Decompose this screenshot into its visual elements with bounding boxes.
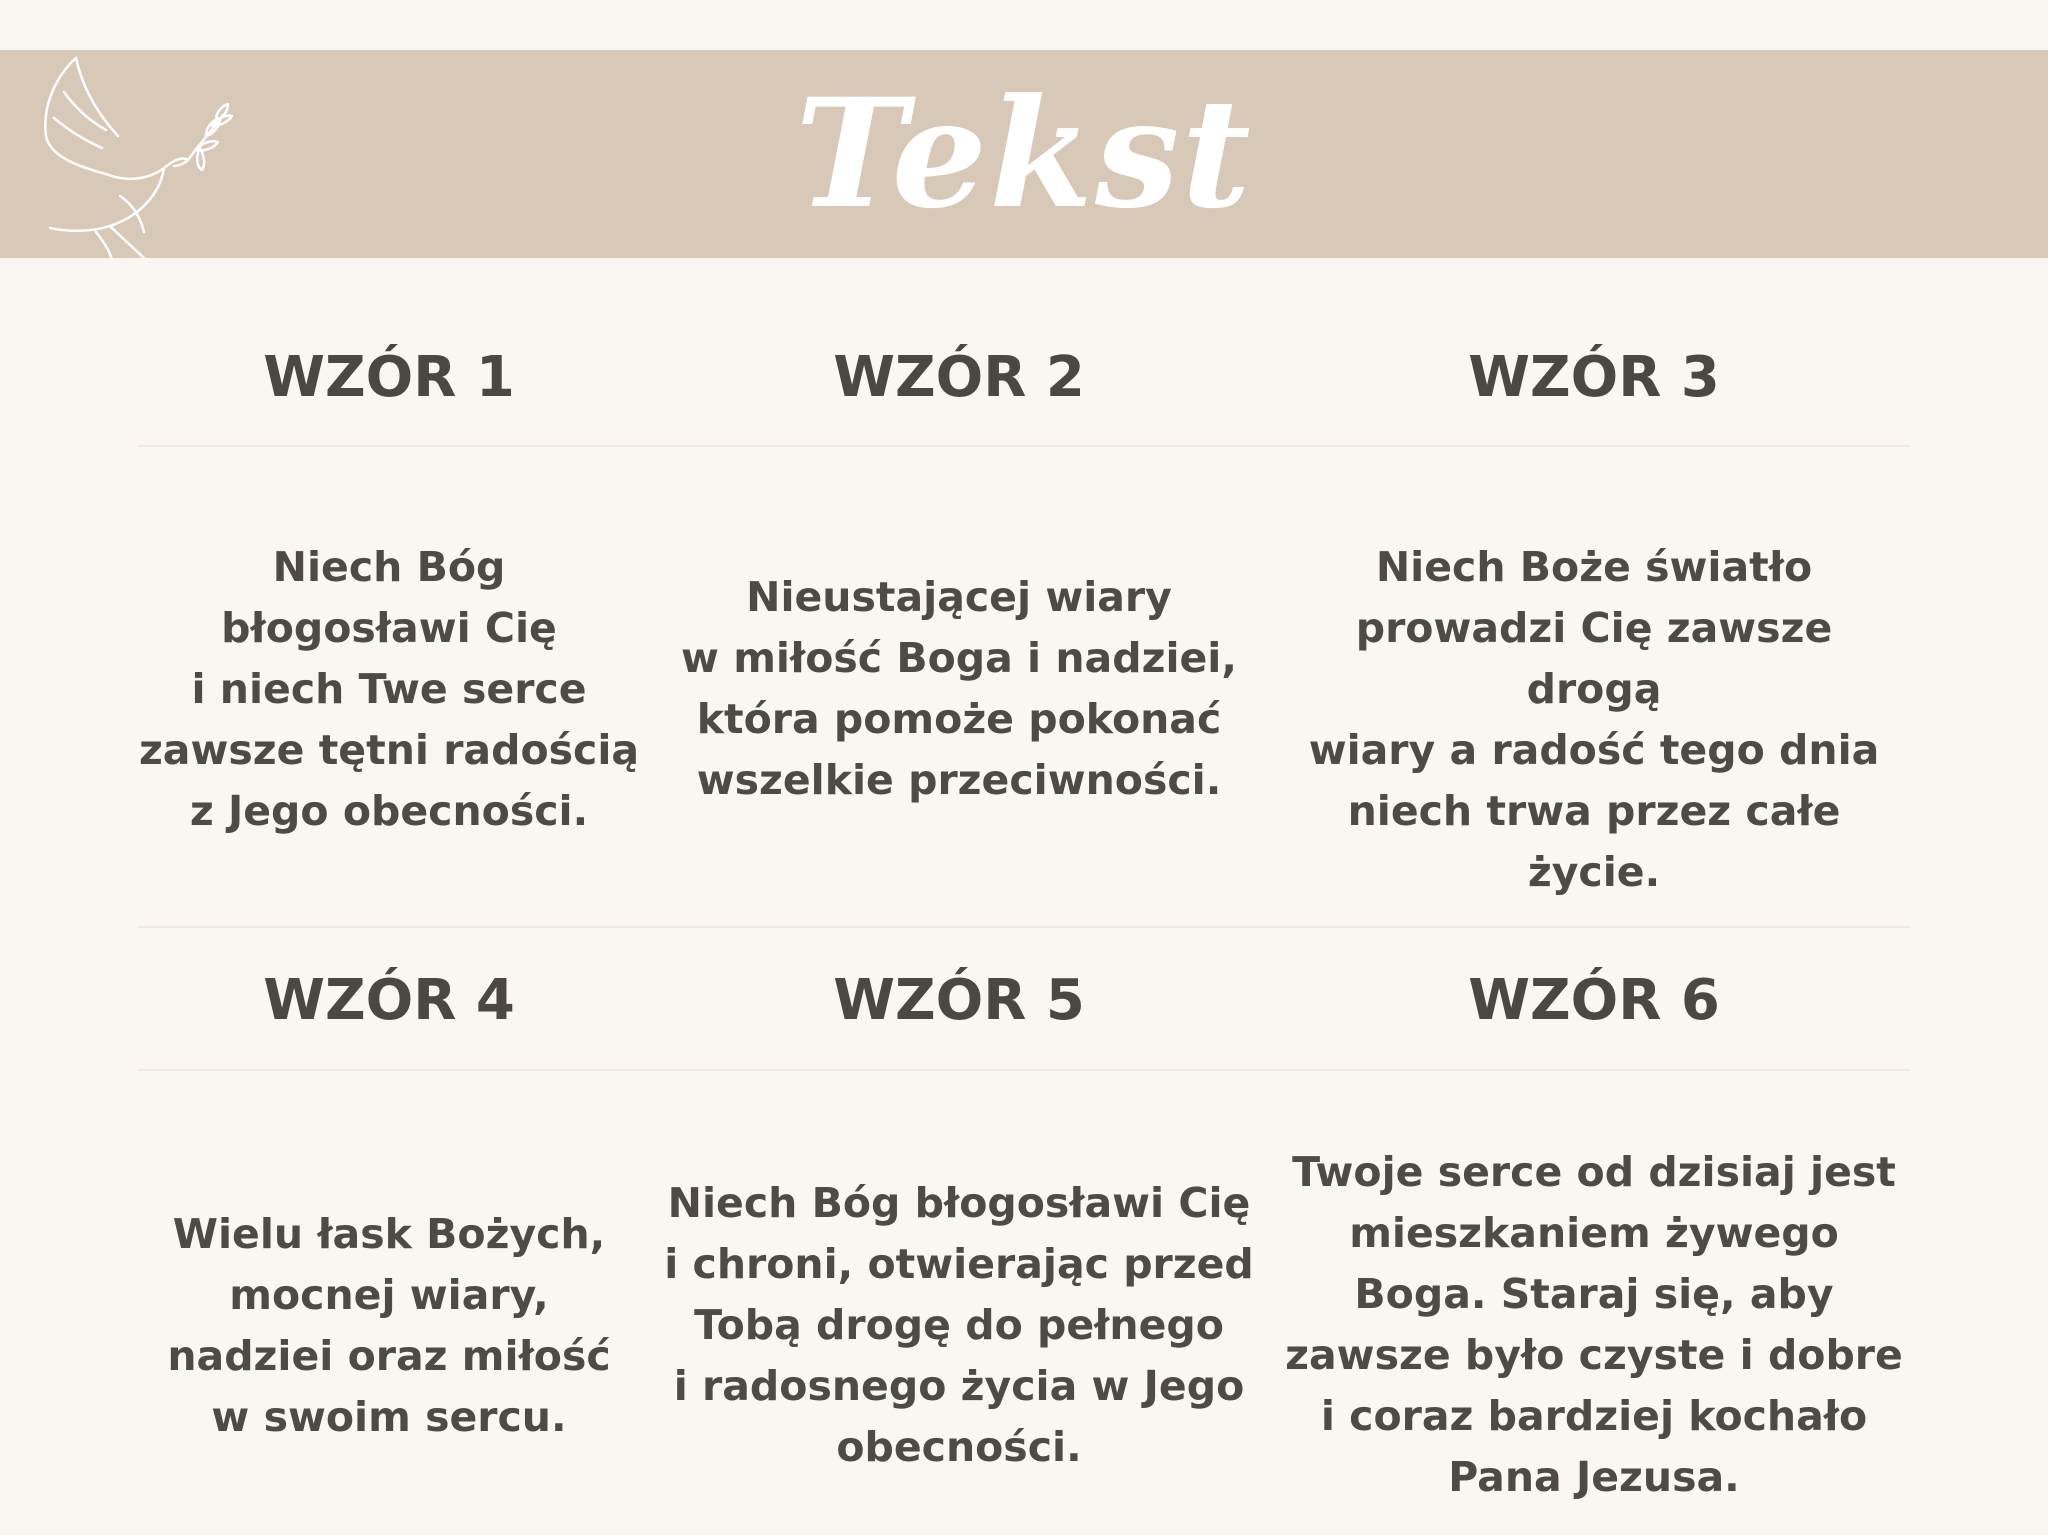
pattern-4-text: Wielu łask Bożych, mocnej wiary, nadziei oraz miłość w swoim sercu. [167, 1210, 611, 1441]
pattern-2-heading: WZÓR 2 [833, 345, 1085, 410]
pattern-2-text: Nieustającej wiary w miłość Boga i nadziei, która pomoże pokonać wszelkie przeciwności. [681, 573, 1237, 804]
pattern-3-heading: WZÓR 3 [1468, 345, 1720, 410]
pattern-5-text: Niech Bóg błogosławi Cię i chroni, otwierając przed Tobą drogę do pełnego i radosnego życia w Jego obecności. [664, 1179, 1254, 1471]
pattern-5-heading: WZÓR 5 [833, 968, 1085, 1033]
pattern-6-heading: WZÓR 6 [1468, 968, 1720, 1033]
divider [138, 926, 1910, 928]
pattern-1-heading: WZÓR 1 [263, 345, 515, 410]
pattern-4-heading: WZÓR 4 [263, 968, 515, 1033]
pattern-3-text: Niech Boże światło prowadzi Cię zawsze drogą wiary a radość tego dnia niech trwa przez całe życie. [1308, 543, 1880, 896]
divider [138, 1069, 1910, 1071]
page-title: Tekst [795, 66, 1253, 242]
pattern-1-text: Niech Bóg błogosławi Cię i niech Twe serce zawsze tętni radością z Jego obecności. [138, 543, 640, 835]
pattern-6-text: Twoje serce od dzisiaj jest mieszkaniem żywego Boga. Staraj się, aby zawsze było czyste i dobre i coraz bardziej kochało Pana Jezusa. [1285, 1148, 1903, 1501]
divider [138, 445, 1910, 447]
